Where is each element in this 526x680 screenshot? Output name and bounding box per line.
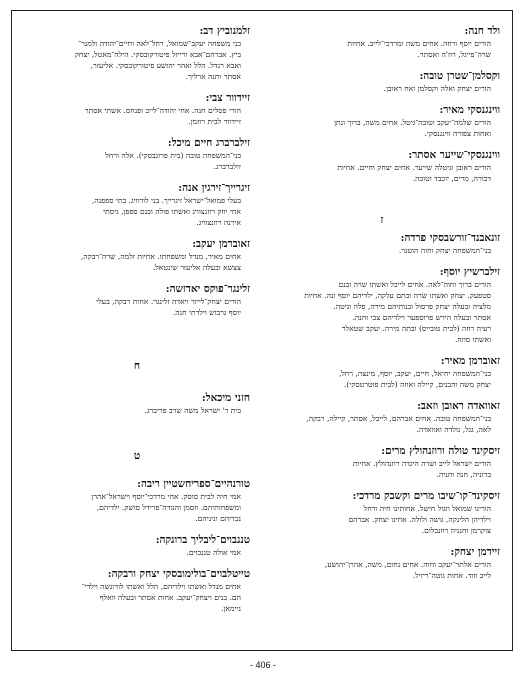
entry-name: זילברשיץ יוסף: [439,266,500,278]
section-letter: ט [133,450,141,462]
entry-text-line: אחים מנדל ואשתו וילדיהם, הלל ואשתו לודוגשה וילדי־ [81,582,241,591]
entry-text-line: נכדיהם וניניהם. [195,514,241,523]
entry-text-line: הורינו שמואל וזגול חישל. אחותינו חיה ורחל [363,504,491,513]
entry-text-line: בני־המשפחה יחיאל, חיים, יעקב, יוסף, מינצה, רחל, [338,369,491,378]
entry-text-line: וילדיהן הלינקה, גושה ולולה. אחינו יצחק. אברהם [348,515,491,524]
memorial-entry [24,182,250,228]
entry-text-line: ברוניה, חנה וחניה. [436,470,491,479]
entry-text-line: הורים ראובן וגיטלה שייער. אחים יצחק וחיים. אחיות [337,163,491,172]
memorial-entry [264,70,500,94]
section-letter: ז [380,214,384,226]
entry-text-line: זיידוור לבית רוזמן. [188,117,241,126]
memorial-entry [24,25,250,82]
memorial-entry [264,232,500,256]
entry-name: זאוואדה ראובן וזאב: [417,400,500,412]
entry-name: ולד חנה: [464,25,500,37]
entry-name: זיגרייך־זירגין אנה: [178,182,250,194]
entry-text-line: אמי חיה לבית סוסק. אחי מרדכי־יוסף וישראל־אהרן [91,492,241,501]
entry-text-line: ביץ. אברהם־אבא ורייזל פיטורקובסקי. הילה־מאטל, יצחק [74,50,241,59]
entry-text-line: ואבא רנדל. הלל ואהר יהושע פיטורקובסקי. אליעזר, [90,61,241,70]
entry-text-line: צוקרמן וחנניה רוזנבלום. [421,526,491,535]
entry-name: זלינגר־פוקס יאדזשה: [165,283,250,295]
entry-text-line: בעלי פמואל־ישראל זיגרייך. בני לודוויג. בתי ספפנה, [92,196,241,205]
entry-text-line: צצשא ובעלה אליעזר שינטאל. [152,263,241,272]
entry-text-line: אירנה רוזנצוויג. [196,218,241,227]
entry-text-line: שרה־פייגל, רוז'ה ואסתר. [417,50,491,59]
memorial-entry [264,266,500,345]
entry-name: זאוברמן מאיר: [440,355,500,367]
memorial-entry [264,104,500,139]
entry-text-line: ואשתו סוזה. [454,335,491,344]
memorial-entry [24,568,250,614]
memorial-entry [264,490,500,536]
entry-text-line: יוסף גרבוש וילדתי חנה. [172,308,241,317]
entry-text-line: הורים יוסף ורוזה. אחים משה ומרדכי־לייב. אחיות [347,39,491,48]
entry-text-line: אחים מאיר, מנדל ומשפחתו. אחיות זלמה, שרה־רבקה, [80,252,241,261]
entry-name: זלמנוביץ דב: [199,25,250,37]
entry-text-line: דבורה, מרים, יוכבד וטובה. [412,174,491,183]
left-column [24,25,250,624]
entry-text-line: בני־המשפחה יצחק וחוה הוטנר. [398,246,491,255]
entry-text-line: הורים יצחק־לייזר ויאדה זלינגר. אחות רבקה, בעלי [96,297,241,306]
section-letter: ח [133,360,141,372]
entry-text-line: הורים ברוך וחוה־לאה. אחים לייבל ואשתו שרה ובנם [338,280,491,289]
entry-text-line: ואחות צפורה ווינגנסקי. [424,129,491,138]
entry-text-line: לאה, גגל, גולדה ואוואדה. [416,425,491,434]
entry-name: חזני מיכאל: [201,392,250,404]
entry-name: זונאבנד־זורשבסקי פרדה: [400,232,500,244]
entry-name: טורנהיים־ספריחשטיין ריבה: [137,478,250,490]
entry-name: זיסקינד־קו־שיבו מרים וקשבק מרדכי: [352,490,500,502]
memorial-entry [24,137,250,172]
entry-text-line: אחי יוזק רוזנצוויג ואשתו פולה ובנם ספפן, גיסתי [103,207,241,216]
entry-name: טננבוים־ליבליך ברונקה: [155,534,250,546]
entry-name: ווינגנסקי־שייער אסתר: [408,149,500,161]
entry-text-line: מלציה ובעלה יצחק פרסול ובנותיהם מירה, פלה וגיטה. [333,302,491,311]
entry-text-line: אמי אולה טננבוים. [186,548,241,557]
entry-name: זיסקינד טולה ורוזנהולץ מרים: [381,445,500,457]
entry-text-line: אסתר ובעלה הירש פרוספער וילדיהם צבי וחנה. [352,313,491,322]
entry-text-line: הם. בנים ויצחק־יעקב. אחות אסתר ובעלה וואלף [99,593,241,602]
entry-text-line: הורים ישראל לייב ושרה היגדה רוזנהולץ. אחיות [352,459,491,468]
entry-text-line: ומשפחותיהם. וזסמן והנודה־פרידל סושק. ילדיהם, [96,503,241,512]
memorial-entry [264,546,500,581]
entry-text-line: בני משפחה יעקב־שמואל, רחל־לאה וחיים־יהודה ולמנר־ [78,39,241,48]
memorial-entry [24,238,250,273]
entry-text-line: לייב וזוד. אחות גוטה־ריזיל. [412,571,491,580]
entry-name: ווינגנסקי מאיר: [439,104,500,116]
entry-text-line: בני־המשפחה טובה (בית פרוגבסקי). אלה ורחל [105,151,241,160]
entry-name: זיידמן יצחק: [450,546,500,558]
entry-text-line: הורי פסלים חנה. אחי יהודה־לייב ופנחס. אשתי אסתר [84,106,241,115]
memorial-entry [24,534,250,558]
entry-name: זאוברמן יעקב: [192,238,250,250]
entry-text-line: הורים יצחק ואלה וקסלמן ואח ראובן. [383,84,491,93]
entry-text-line: הורים אלתר־יעקב וחוה. אחים נחום, משה, אהרן־יהושע, [324,560,491,569]
entry-text-line: יצחק משה והבנים, קיילה ואוזה (לבית פוטרטסקי). [343,380,491,389]
memorial-entry [264,25,500,60]
entry-text-line: זילברברג. [213,162,241,171]
page-number: - 406 - [249,660,276,670]
entry-text-line: בית ר' ישראל משה שרב פריברג. [144,406,241,415]
memorial-entry [264,149,500,184]
entry-text-line: בני־המשפחה טובה. אחים אברהם, לייבל, אסתר, קיילה, רבקה, [306,414,491,423]
right-column [264,25,500,591]
entry-text-line: ניימאן. [221,604,241,613]
memorial-entry [264,445,500,480]
memorial-entry [264,355,500,390]
entry-text-line: סטפעק. יצחק ואשתו שרה ובתם עלקה, ילדיהם יוסף ונה. אחיות [304,291,491,300]
entry-name: זיידוור צבי: [205,92,250,104]
entry-text-line: רעיה רוזה (לבית טובייס) ובתה מירה. יעקב שטאלר [341,324,491,333]
entry-text-line: הורים שלמה־יעקב וטובה־גיטל. אחים משה, ברוך ונתן [334,118,491,127]
entry-text-line: אסתר וחנה ארליך. [185,72,241,81]
entry-name: טייטלבוים־בולימובסקי יצחק ורבקה: [107,568,250,580]
memorial-entry [24,283,250,318]
memorial-entry [264,400,500,435]
entry-name: זילברברג חיים מיכל: [167,137,250,149]
memorial-entry [24,92,250,127]
entry-name: וקסלמן־שטרן טובה: [419,70,500,82]
page-border [11,10,513,651]
memorial-entry [24,392,250,416]
memorial-entry [24,478,250,524]
